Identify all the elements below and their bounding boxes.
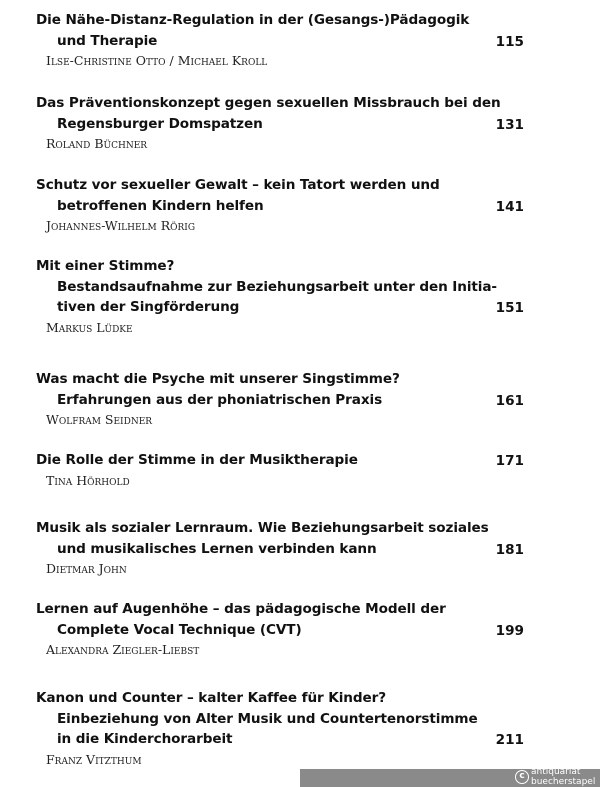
- entry-title: [36, 599, 524, 640]
- entry-title: [36, 256, 524, 318]
- entry-title-line: Was macht die Psyche mit unserer Singstimme?: [36, 371, 400, 387]
- entry-title: [36, 688, 524, 750]
- toc-entry: [36, 175, 524, 235]
- entry-page-number: 199: [495, 622, 524, 639]
- entry-title-line: Kanon und Counter – kalter Kaffee für Kinder?: [36, 690, 386, 706]
- toc-entry: [36, 10, 524, 70]
- entry-author: Tina Hörhold: [46, 472, 130, 488]
- entry-title-line: Schutz vor sexueller Gewalt – kein Tatort werden und: [36, 177, 440, 193]
- entry-title-line: Einbeziehung von Alter Musik und Countertenorstimme: [57, 710, 478, 727]
- entry-page-number: 161: [495, 392, 524, 409]
- entry-page-number: 141: [495, 198, 524, 215]
- entry-title-line: Bestandsaufnahme zur Beziehungsarbeit unter den Initia-: [57, 278, 497, 295]
- toc-entry: [36, 93, 524, 153]
- copyright-icon: c: [515, 770, 529, 784]
- entry-title: [36, 450, 524, 471]
- entry-page-number: 115: [495, 33, 524, 50]
- entry-author: Ilse-Christine Otto / Michael Kroll: [46, 53, 268, 68]
- entry-author: Dietmar John: [46, 561, 127, 576]
- entry-title-line: tiven der Singförderung: [57, 299, 240, 315]
- entry-title-line: betroffenen Kindern helfen: [57, 197, 264, 214]
- entry-title-line: Das Präventionskonzept gegen sexuellen Missbrauch bei den: [36, 95, 501, 111]
- entry-title-line: und musikalisches Lernen verbinden kann: [57, 540, 377, 557]
- entry-title-line: Lernen auf Augenhöhe – das pädagogische Modell der: [36, 601, 446, 617]
- watermark-line-1: antiquariat: [531, 767, 581, 777]
- entry-page-number: 131: [495, 116, 524, 133]
- entry-title-line: Die Nähe-Distanz-Regulation in der (Gesangs-)Pädagogik: [36, 12, 470, 28]
- entry-author: Alexandra Ziegler-Liebst: [46, 642, 200, 657]
- entry-title-line: Die Rolle der Stimme in der Musiktherapie: [36, 452, 358, 468]
- entry-author: Roland Büchner: [46, 136, 148, 151]
- entry-page-number: 171: [495, 453, 524, 469]
- entry-title-line: in die Kinderchorarbeit: [57, 731, 233, 747]
- watermark-text: [531, 768, 600, 787]
- entry-title-line: Mit einer Stimme?: [36, 258, 175, 274]
- entry-page-number: 211: [495, 732, 524, 748]
- entry-author: Franz Vitzthum: [46, 751, 142, 767]
- entry-title: [36, 93, 524, 134]
- toc-entry: [36, 369, 524, 429]
- entry-title: [36, 518, 524, 559]
- toc-entry: [36, 518, 524, 578]
- entry-author: Johannes-Wilhelm Rörig: [46, 218, 196, 233]
- entry-title: [36, 175, 524, 216]
- toc-entry: [36, 688, 524, 769]
- entry-author: Markus Lüdke: [46, 319, 133, 335]
- entry-title: [36, 369, 524, 410]
- entry-title-line: Complete Vocal Technique (CVT): [57, 621, 302, 638]
- toc-entry: [36, 256, 524, 337]
- entry-page-number: 181: [495, 541, 524, 558]
- toc-entry: [36, 450, 524, 490]
- watermark-line-2: buecherstapel: [531, 776, 596, 787]
- entry-page-number: 151: [495, 300, 524, 316]
- entry-title-line: und Therapie: [57, 32, 158, 49]
- entry-title: [36, 10, 524, 51]
- entry-author: Wolfram Seidner: [46, 412, 153, 427]
- entry-title-line: Regensburger Domspatzen: [57, 115, 263, 132]
- entry-title-line: Erfahrungen aus der phoniatrischen Praxis: [57, 391, 383, 408]
- toc-entry: [36, 599, 524, 659]
- entry-title-line: Musik als sozialer Lernraum. Wie Beziehungsarbeit soziales: [36, 520, 489, 536]
